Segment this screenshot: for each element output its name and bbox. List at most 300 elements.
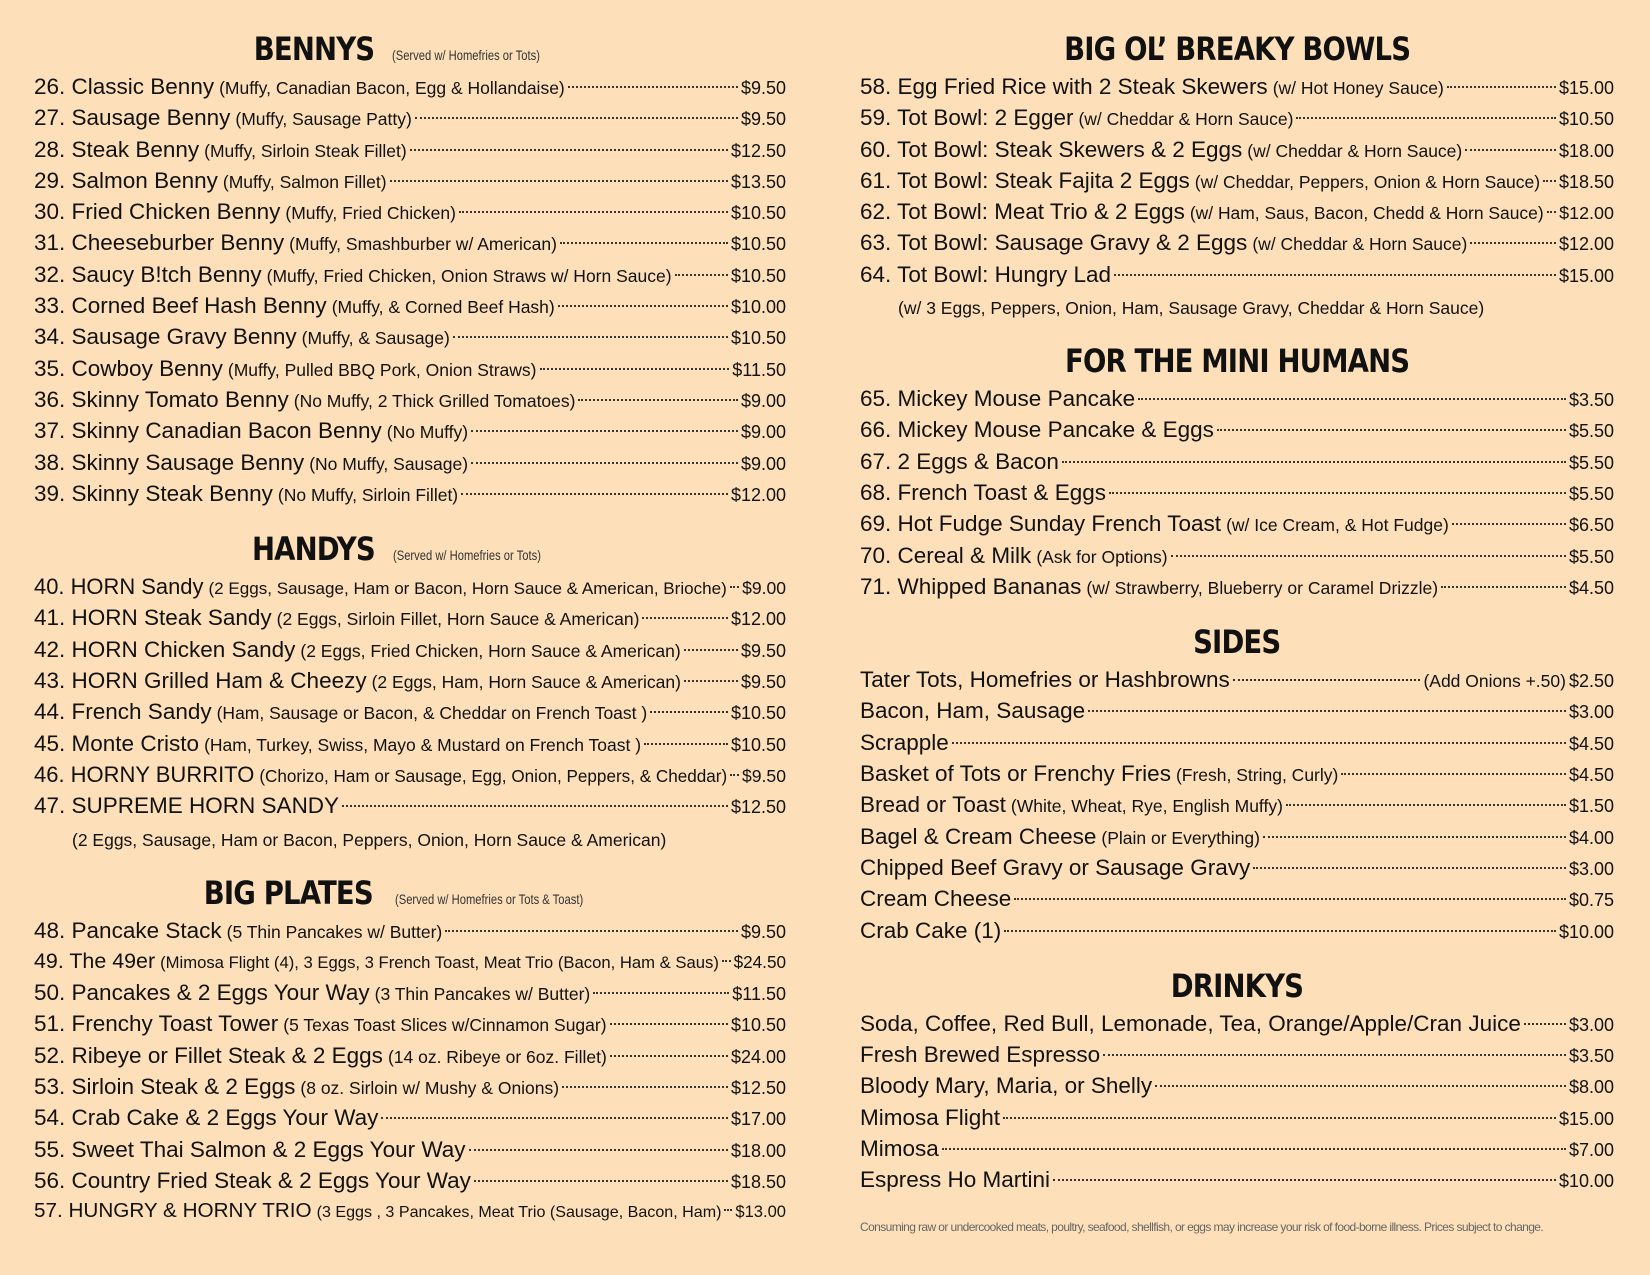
dot-leader — [558, 305, 728, 307]
section-title: FOR THE MINI HUMANS — [1064, 342, 1410, 381]
item-price: $15.00 — [1558, 1108, 1614, 1129]
item-description: (5 Texas Toast Slices w/Cinnamon Sugar) — [283, 1015, 607, 1036]
menu-item — [34, 574, 786, 605]
menu-item — [34, 731, 786, 762]
item-name: Mimosa Flight — [860, 1104, 1001, 1130]
dot-leader — [578, 399, 737, 401]
item-price: $9.00 — [740, 453, 786, 474]
section-header — [34, 30, 786, 74]
item-price: $10.00 — [1558, 921, 1614, 942]
item-price: $15.00 — [1558, 78, 1614, 98]
left-column — [34, 30, 786, 1249]
item-price: $12.00 — [730, 609, 786, 630]
item-name: 43. HORN Grilled Ham & Cheezy — [34, 668, 367, 694]
dot-leader — [952, 742, 1566, 744]
item-name: 28. Steak Benny — [34, 136, 200, 162]
menu-list — [34, 574, 786, 824]
menu-item — [860, 1167, 1614, 1198]
item-name: 54. Crab Cake & 2 Eggs Your Way — [34, 1105, 379, 1131]
dot-leader — [1253, 867, 1566, 869]
menu-item — [34, 293, 786, 324]
item-description: (3 Eggs , 3 Pancakes, Meat Trio (Sausage, Bacon, Ham) — [316, 1203, 722, 1222]
item-price: $9.50 — [740, 78, 786, 98]
dot-leader — [1053, 1179, 1556, 1181]
item-description: (Muffy, Sirloin Steak Fillet) — [204, 140, 407, 161]
item-name: 39. Skinny Steak Benny — [34, 480, 273, 506]
item-price: $12.50 — [730, 797, 786, 818]
item-name: Bread or Toast — [860, 792, 1006, 818]
dot-leader — [1524, 1023, 1566, 1025]
section-title: HANDYS — [252, 530, 375, 569]
menu-list — [860, 74, 1614, 293]
dot-leader — [593, 992, 729, 994]
section-note: (Served w/ Homefries or Tots & Toast) — [394, 890, 583, 907]
menu-item — [34, 1043, 786, 1074]
menu-item — [860, 168, 1614, 199]
menu-item — [860, 543, 1614, 574]
item-price: $9.50 — [740, 640, 786, 661]
menu-item — [34, 450, 786, 481]
item-name: 49. The 49er — [34, 948, 156, 973]
item-name: 40. HORN Sandy — [34, 574, 204, 600]
menu-item — [860, 449, 1614, 480]
menu-item — [34, 168, 786, 199]
item-price: $3.50 — [1568, 1046, 1614, 1067]
item-name: 50. Pancakes & 2 Eggs Your Way — [34, 980, 370, 1006]
item-name: 41. HORN Steak Sandy — [34, 605, 272, 631]
item-name: 69. Hot Fudge Sunday French Toast — [860, 511, 1222, 537]
dot-leader — [1004, 930, 1556, 932]
item-price: $11.50 — [732, 984, 786, 1005]
item-price: $5.50 — [1568, 483, 1614, 504]
menu-item — [860, 792, 1614, 823]
item-price: $10.00 — [730, 297, 786, 318]
section-header — [860, 967, 1614, 1011]
item-name: 32. Saucy B!tch Benny — [34, 261, 262, 287]
dot-leader — [562, 1086, 728, 1088]
menu-item — [34, 918, 786, 949]
menu-item — [34, 1137, 786, 1168]
menu-item — [860, 74, 1614, 105]
dot-leader — [724, 1209, 732, 1211]
section-title: SIDES — [1193, 623, 1281, 662]
menu-item — [860, 137, 1614, 168]
item-description: (w/ Cheddar & Horn Sauce) — [1078, 109, 1294, 130]
menu-item — [860, 855, 1614, 886]
menu-item — [860, 698, 1614, 729]
item-price: $8.00 — [1568, 1077, 1614, 1098]
dot-leader — [722, 960, 731, 962]
item-price: $3.00 — [1568, 702, 1614, 723]
item-description: (Mimosa Flight (4), 3 Eggs, 3 French Toast, Meat Trio (Bacon, Ham & Saus) — [160, 952, 719, 972]
section-header — [860, 342, 1614, 386]
item-name: Bacon, Ham, Sausage — [860, 698, 1086, 724]
item-description: (w/ Hot Honey Sauce) — [1272, 78, 1444, 98]
item-name: 53. Sirloin Steak & 2 Eggs — [34, 1074, 296, 1100]
dot-leader — [1296, 117, 1556, 119]
item-description: (Muffy, & Sausage) — [301, 328, 450, 349]
menu-item — [860, 730, 1614, 761]
menu-item — [34, 762, 786, 793]
item-name: 68. French Toast & Eggs — [860, 479, 1106, 505]
dot-leader — [1452, 523, 1566, 525]
dot-leader — [471, 462, 738, 464]
item-name: Cream Cheese — [860, 886, 1012, 912]
item-price: $2.50 — [1568, 671, 1614, 692]
menu-item — [34, 262, 786, 293]
menu-item — [34, 324, 786, 355]
menu-item — [34, 199, 786, 230]
dot-leader — [1003, 1117, 1556, 1119]
dot-leader — [730, 774, 739, 776]
section-breaky-bowls — [860, 30, 1614, 324]
section-title: BENNYS — [253, 30, 374, 68]
section-note: (Served w/ Homefries or Tots) — [392, 547, 541, 564]
section-header — [34, 874, 786, 918]
item-name: 42. HORN Chicken Sandy — [34, 636, 296, 662]
item-name: 60. Tot Bowl: Steak Skewers & 2 Eggs — [860, 136, 1243, 162]
dot-leader — [1341, 773, 1566, 775]
item-name: 27. Sausage Benny — [34, 105, 231, 131]
dot-leader — [1263, 836, 1566, 838]
item-description: (Muffy, & Corned Beef Hash) — [331, 297, 555, 318]
menu-item — [860, 417, 1614, 448]
item-description: (8 oz. Sirloin w/ Mushy & Onions) — [300, 1078, 560, 1099]
dot-leader — [1114, 274, 1556, 276]
dot-leader — [381, 1117, 728, 1119]
dot-leader — [461, 493, 728, 495]
dot-leader — [610, 1055, 728, 1057]
menu-item — [34, 1074, 786, 1105]
item-name: 35. Cowboy Benny — [34, 355, 223, 381]
item-price: $4.00 — [1568, 827, 1614, 848]
menu-item — [860, 1136, 1614, 1167]
item-extra: (Add Onions +.50) — [1423, 671, 1566, 692]
dot-leader — [1138, 398, 1566, 400]
section-title: BIG PLATES — [203, 873, 373, 912]
menu-item — [860, 199, 1614, 230]
section-title: BIG OL’ BREAKY BOWLS — [1063, 30, 1410, 68]
item-description: (Muffy, Smashburber w/ American) — [289, 234, 557, 255]
item-name: 61. Tot Bowl: Steak Fajita 2 Eggs — [860, 167, 1190, 193]
item-description: (w/ Ham, Saus, Bacon, Chedd & Horn Sauce) — [1189, 203, 1544, 224]
item-price: $13.00 — [735, 1202, 786, 1222]
item-description: (Fresh, String, Curly) — [1175, 765, 1339, 786]
menu-item — [860, 886, 1614, 917]
menu-item — [860, 1042, 1614, 1073]
menu-item — [860, 480, 1614, 511]
item-price: $12.50 — [730, 1078, 786, 1099]
item-name: Crab Cake (1) — [860, 917, 1002, 943]
menu-item — [34, 1168, 786, 1199]
menu-item — [34, 356, 786, 387]
item-price: $4.50 — [1568, 733, 1614, 754]
dot-leader — [1155, 1085, 1566, 1087]
item-name: 33. Corned Beef Hash Benny — [34, 293, 327, 319]
item-price: $3.00 — [1568, 1014, 1614, 1035]
item-description: (No Muffy, Sausage) — [309, 453, 469, 474]
dot-leader — [675, 274, 728, 276]
item-price: $5.50 — [1568, 546, 1614, 567]
item-price: $9.00 — [740, 390, 786, 411]
dot-leader — [410, 149, 728, 151]
dot-leader — [942, 1148, 1566, 1150]
menu-item — [860, 105, 1614, 136]
item-price: $4.50 — [1568, 765, 1614, 786]
menu-item — [860, 1073, 1614, 1104]
item-price: $18.50 — [730, 1171, 786, 1192]
item-name: 26. Classic Benny — [34, 74, 215, 99]
item-description: (No Muffy, Sirloin Fillet) — [277, 484, 459, 505]
item-price: $10.50 — [730, 734, 786, 755]
item-description: (No Muffy, 2 Thick Grilled Tomatoes) — [293, 390, 576, 411]
item-name: 48. Pancake Stack — [34, 917, 222, 943]
section-header — [860, 30, 1614, 74]
item-name: 36. Skinny Tomato Benny — [34, 386, 289, 412]
menu-item — [860, 761, 1614, 792]
menu-item — [34, 418, 786, 449]
menu-item — [34, 637, 786, 668]
item-name: 65. Mickey Mouse Pancake — [860, 386, 1136, 412]
section-header — [860, 623, 1614, 667]
dot-leader — [445, 930, 738, 932]
item-price: $18.50 — [1558, 171, 1614, 192]
item-name: 30. Fried Chicken Benny — [34, 199, 281, 225]
section-header — [34, 530, 786, 574]
item-price: $10.50 — [730, 703, 786, 724]
dot-leader — [1103, 1054, 1566, 1056]
item-description: (Plain or Everything) — [1101, 827, 1260, 848]
dot-leader — [560, 242, 728, 244]
dot-leader — [730, 586, 739, 588]
menu-item — [860, 1105, 1614, 1136]
item-name: Basket of Tots or Frenchy Fries — [860, 761, 1171, 787]
item-price: $11.50 — [732, 359, 786, 380]
item-description: (2 Eggs, Sausage, Ham or Bacon, Horn Sauce & American, Brioche) — [208, 579, 727, 599]
dot-leader — [415, 117, 738, 119]
item-price: $12.00 — [1558, 234, 1614, 255]
item-price: $9.00 — [742, 578, 786, 599]
item-price: $10.50 — [730, 203, 786, 224]
section-title: DRINKYS — [1170, 966, 1304, 1005]
section-bennys — [34, 30, 786, 512]
item-name: 67. 2 Eggs & Bacon — [860, 448, 1059, 474]
dot-leader — [568, 86, 738, 88]
item-description: (Muffy, Fried Chicken, Onion Straws w/ Horn Sauce) — [266, 265, 672, 286]
dot-leader — [1062, 461, 1566, 463]
menu-item — [34, 1199, 786, 1230]
dot-leader — [644, 743, 728, 745]
menu-item — [34, 1011, 786, 1042]
dot-leader — [1217, 429, 1566, 431]
dot-leader — [1233, 679, 1421, 681]
item-description: (Muffy, Pulled BBQ Pork, Onion Straws) — [227, 359, 537, 380]
item-description: (w/ Cheddar & Horn Sauce) — [1247, 140, 1463, 161]
menu-item — [860, 262, 1614, 293]
menu-item — [860, 918, 1614, 949]
dot-leader — [1171, 555, 1566, 557]
item-description: (Muffy, Salmon Fillet) — [222, 171, 387, 192]
item-description: (5 Thin Pancakes w/ Butter) — [226, 921, 443, 942]
menu-item — [34, 980, 786, 1011]
menu-list — [860, 667, 1614, 949]
item-name: Bagel & Cream Cheese — [860, 823, 1097, 849]
menu-item — [34, 1105, 786, 1136]
item-description: (2 Eggs, Sirloin Fillet, Horn Sauce & American) — [276, 609, 640, 630]
menu-item — [860, 574, 1614, 605]
item-name: 70. Cereal & Milk — [860, 542, 1032, 568]
menu-list — [34, 918, 786, 1231]
item-name: 34. Sausage Gravy Benny — [34, 324, 297, 350]
item-price: $9.50 — [740, 921, 786, 942]
item-price: $10.00 — [1558, 1171, 1614, 1192]
item-name: 58. Egg Fried Rice with 2 Steak Skewers — [860, 74, 1268, 99]
item-description: (Chorizo, Ham or Sausage, Egg, Onion, Peppers, & Cheddar) — [259, 766, 728, 786]
item-name: Mimosa — [860, 1136, 939, 1162]
item-price: $0.75 — [1568, 890, 1614, 911]
dot-leader — [1465, 149, 1556, 151]
dot-leader — [650, 711, 728, 713]
dot-leader — [540, 368, 730, 370]
item-price: $10.50 — [730, 265, 786, 286]
item-price: $7.00 — [1568, 1140, 1614, 1161]
item-price: $10.50 — [1558, 109, 1614, 130]
item-name: 59. Tot Bowl: 2 Egger — [860, 105, 1074, 131]
menu-item — [34, 699, 786, 730]
item-description: (2 Eggs, Fried Chicken, Horn Sauce & American) — [300, 640, 681, 661]
item-name: Fresh Brewed Espresso — [860, 1042, 1101, 1068]
dot-leader — [469, 1149, 728, 1151]
item-price: $12.00 — [1559, 203, 1614, 224]
item-name: 66. Mickey Mouse Pancake & Eggs — [860, 417, 1214, 443]
menu-item — [860, 511, 1614, 542]
disclaimer: Consuming raw or undercooked meats, poultry, seafood, shellfish, or eggs may increase your risk of food-borne illness. Prices subject to change. — [860, 1220, 1544, 1234]
item-description: (Muffy, Sausage Patty) — [235, 109, 412, 130]
dot-leader — [1109, 492, 1566, 494]
section-mini-humans — [860, 342, 1614, 605]
item-name: 57. HUNGRY & HORNY TRIO — [34, 1199, 312, 1223]
menu-item — [34, 105, 786, 136]
dot-leader — [610, 1023, 728, 1025]
item-price: $18.00 — [1558, 140, 1614, 161]
dot-leader — [1447, 86, 1556, 88]
item-name: Scrapple — [860, 729, 949, 755]
item-price: $12.50 — [730, 140, 786, 161]
section-big-plates — [34, 874, 786, 1231]
dot-leader — [1441, 586, 1566, 588]
menu-list — [860, 386, 1614, 605]
item-description: (14 oz. Ribeye or 6oz. Fillet) — [387, 1046, 607, 1067]
item-name: 63. Tot Bowl: Sausage Gravy & 2 Eggs — [860, 230, 1248, 256]
menu-item — [34, 605, 786, 636]
dot-leader — [471, 430, 738, 432]
item-price: $5.50 — [1568, 421, 1614, 442]
menu-item — [860, 667, 1614, 698]
item-price: $10.50 — [730, 328, 786, 349]
item-price: $6.50 — [1568, 515, 1614, 536]
menu-item — [34, 74, 786, 105]
item-name: 29. Salmon Benny — [34, 167, 218, 193]
right-column — [860, 30, 1614, 1217]
item-description: (Ask for Options) — [1036, 546, 1168, 567]
item-description: (2 Eggs, Ham, Horn Sauce & American) — [371, 672, 681, 693]
item-name: 55. Sweet Thai Salmon & 2 Eggs Your Way — [34, 1136, 466, 1162]
dot-leader — [1470, 242, 1556, 244]
menu-item — [34, 668, 786, 699]
item-price: $4.50 — [1568, 577, 1614, 598]
menu-item — [34, 387, 786, 418]
item-name: 46. HORNY BURRITO — [34, 761, 255, 787]
dot-leader — [342, 805, 728, 807]
dot-leader — [1543, 180, 1556, 182]
dot-leader — [474, 1180, 728, 1182]
item-subline: (2 Eggs, Sausage, Ham or Bacon, Peppers, Onion, Horn Sauce & American) — [72, 829, 667, 850]
item-price: $9.00 — [740, 422, 786, 443]
item-name: 47. SUPREME HORN SANDY — [34, 793, 340, 819]
item-price: $1.50 — [1568, 796, 1614, 817]
item-price: $9.50 — [740, 672, 786, 693]
item-description: (White, Wheat, Rye, English Muffy) — [1010, 796, 1283, 817]
item-description: (w/ Cheddar & Horn Sauce) — [1252, 234, 1468, 255]
item-price: $10.50 — [730, 1015, 786, 1036]
item-name: Bloody Mary, Maria, or Shelly — [860, 1073, 1153, 1099]
item-name: 37. Skinny Canadian Bacon Benny — [34, 418, 382, 444]
item-description: (3 Thin Pancakes w/ Butter) — [374, 984, 591, 1005]
item-description: (w/ Cheddar, Peppers, Onion & Horn Sauce) — [1194, 171, 1541, 192]
item-description: (w/ Strawberry, Blueberry or Caramel Drizzle) — [1086, 577, 1439, 598]
dot-leader — [1547, 211, 1556, 213]
item-price: $15.00 — [1558, 265, 1614, 286]
dot-leader — [1088, 710, 1566, 712]
section-note: (Served w/ Homefries or Tots) — [391, 47, 540, 63]
item-price: $24.00 — [730, 1046, 786, 1067]
dot-leader — [453, 336, 728, 338]
item-name: 71. Whipped Bananas — [860, 573, 1082, 599]
item-name: 38. Skinny Sausage Benny — [34, 449, 305, 475]
section-handys — [34, 530, 786, 855]
item-price: $3.50 — [1568, 390, 1614, 411]
section-drinkys — [860, 967, 1614, 1199]
menu-item — [34, 949, 786, 980]
menu-item — [860, 230, 1614, 261]
item-name: Chipped Beef Gravy or Sausage Gravy — [860, 854, 1251, 880]
menu-item — [34, 481, 786, 512]
item-description: (Ham, Sausage or Bacon, & Cheddar on French Toast ) — [216, 703, 648, 724]
item-description: (w/ Ice Cream, & Hot Fudge) — [1226, 515, 1449, 536]
item-description: (Muffy, Fried Chicken) — [285, 203, 456, 224]
item-description: (No Muffy) — [386, 422, 469, 443]
item-name: Soda, Coffee, Red Bull, Lemonade, Tea, Orange/Apple/Cran Juice — [860, 1010, 1521, 1036]
item-price: $24.50 — [733, 951, 786, 972]
item-name: 31. Cheeseburber Benny — [34, 230, 285, 256]
dot-leader — [684, 680, 738, 682]
item-price: $5.50 — [1568, 452, 1614, 473]
menu-item — [860, 1011, 1614, 1042]
dot-leader — [684, 649, 738, 651]
item-name: 52. Ribeye or Fillet Steak & 2 Eggs — [34, 1042, 383, 1068]
item-name: 64. Tot Bowl: Hungry Lad — [860, 261, 1111, 287]
menu-list — [860, 1011, 1614, 1199]
menu-item — [34, 137, 786, 168]
item-price: $9.50 — [742, 765, 786, 786]
item-name: 56. Country Fried Steak & 2 Eggs Your Way — [34, 1167, 471, 1193]
item-description: (Ham, Turkey, Swiss, Mayo & Mustard on French Toast ) — [204, 734, 642, 755]
section-sides — [860, 623, 1614, 949]
item-name: 51. Frenchy Toast Tower — [34, 1011, 279, 1037]
menu-item — [860, 824, 1614, 855]
item-subline: (w/ 3 Eggs, Peppers, Onion, Ham, Sausage Gravy, Cheddar & Horn Sauce) — [898, 298, 1485, 319]
item-price: $17.00 — [730, 1109, 786, 1130]
